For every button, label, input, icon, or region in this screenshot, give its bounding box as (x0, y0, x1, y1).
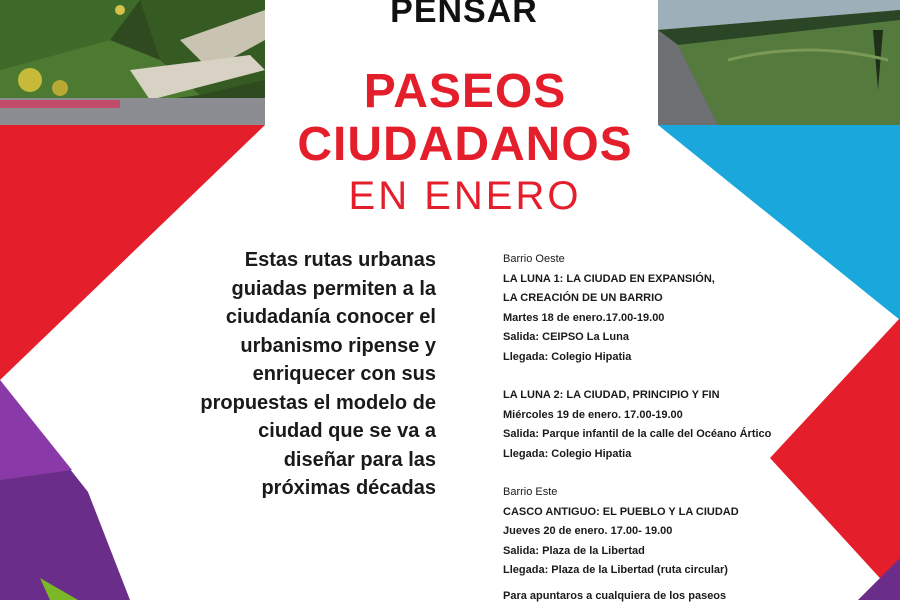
route-end (503, 445, 783, 465)
route-start (503, 425, 783, 445)
kicker-text: PENSAR (0, 0, 900, 31)
start-label: Salida: (503, 331, 539, 343)
route-date: Jueves 20 de enero. 17.00- 19.00 (503, 522, 783, 542)
intro-line: enriquecer con sus (146, 360, 436, 389)
route-name: LA CREACIÓN DE UN BARRIO (503, 289, 783, 309)
intro-line: guiadas permiten a la (146, 275, 436, 304)
intro-line: ciudad que se va a (146, 417, 436, 446)
route-name: CASCO ANTIGUO: EL PUEBLO Y LA CIUDAD (503, 503, 783, 523)
intro-line: urbanismo ripense y (146, 332, 436, 361)
end-label: Llegada: (503, 448, 548, 460)
route-area: Barrio Este (503, 483, 783, 503)
intro-line: ciudadanía conocer el (146, 303, 436, 332)
route-area: Barrio Oeste (503, 250, 783, 270)
intro-line: Estas rutas urbanas (146, 246, 436, 275)
start-label: Salida: (503, 428, 539, 440)
end-place: Colegio Hipatia (551, 448, 631, 460)
end-label: Llegada: (503, 351, 548, 363)
end-label: Llegada: (503, 564, 548, 576)
start-place: CEIPSO La Luna (542, 331, 629, 343)
end-place: Colegio Hipatia (551, 351, 631, 363)
end-place: Plaza de la Libertad (ruta circular) (551, 564, 728, 576)
start-place: Parque infantil de la calle del Océano Ártico (542, 428, 771, 440)
start-place: Plaza de la Libertad (542, 545, 645, 557)
intro-line: diseñar para las (146, 446, 436, 475)
subtitle: EN ENERO (0, 174, 900, 219)
intro-paragraph (146, 246, 436, 503)
title-line-1: PASEOS (0, 64, 900, 119)
route-name: LA LUNA 1: LA CIUDAD EN EXPANSIÓN, (503, 270, 783, 290)
intro-line: próximas décadas (146, 474, 436, 503)
route-name: LA LUNA 2: LA CIUDAD, PRINCIPIO Y FIN (503, 386, 783, 406)
route-date: Martes 18 de enero.17.00-19.00 (503, 309, 783, 329)
title-line-2: CIUDADANOS (0, 117, 900, 172)
start-label: Salida: (503, 545, 539, 557)
route-schedule (503, 250, 783, 606)
route-start (503, 328, 783, 348)
footer-note: Para apuntaros a cualquiera de los paseos (503, 587, 783, 606)
route-end (503, 348, 783, 368)
route-start (503, 542, 783, 562)
intro-line: propuestas el modelo de (146, 389, 436, 418)
route-end (503, 561, 783, 581)
route-date: Miércoles 19 de enero. 17.00-19.00 (503, 406, 783, 426)
